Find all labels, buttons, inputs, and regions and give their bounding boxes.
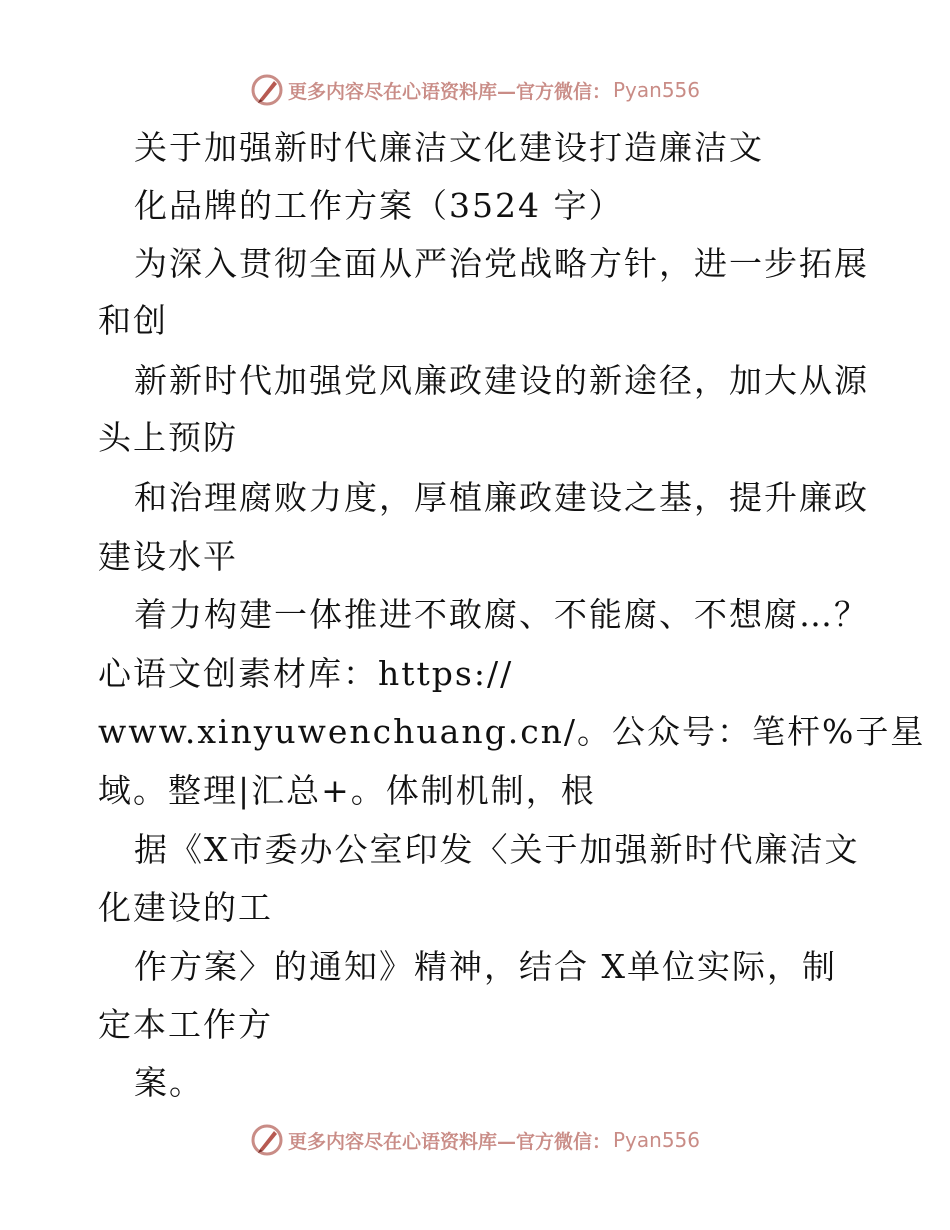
body-line: www.xinyuwenchuang.cn/。公众号：笔杆%子星 — [98, 712, 926, 751]
body-line: 新新时代加强党风廉政建设的新途径，加大从源 — [134, 361, 869, 400]
footer-watermark — [0, 1120, 950, 1160]
watermark-id: Pyan556 — [613, 1128, 701, 1152]
title-line-1: 关于加强新时代廉洁文化建设打造廉洁文 — [134, 128, 764, 167]
pen-logo-icon — [250, 73, 284, 107]
body-line: 建设水平 — [98, 537, 238, 576]
body-line: 作方案〉的通知》精神，结合 X单位实际，制 — [134, 947, 837, 986]
body-line: 域。整理|汇总+。体制机制，根 — [98, 771, 596, 810]
body-line: 着力构建一体推进不敢腐、不能腐、不想腐…？ — [134, 595, 869, 634]
watermark-id: Pyan556 — [613, 78, 701, 102]
body-line: 定本工作方 — [98, 1005, 273, 1044]
body-line: 为深入贯彻全面从严治党战略方针，进一步拓展 — [134, 244, 869, 283]
header-watermark — [0, 70, 950, 110]
watermark-text: 更多内容尽在心语资料库—官方微信： — [287, 1130, 611, 1153]
body-line: 和治理腐败力度，厚植廉政建设之基，提升廉政 — [134, 478, 869, 517]
body-line: 心语文创素材库：https:// — [98, 654, 514, 693]
title-line-2: 化品牌的工作方案（3524 字） — [134, 186, 624, 225]
body-line: 案。 — [134, 1063, 204, 1102]
body-line: 头上预防 — [98, 418, 238, 457]
pen-logo-icon — [250, 1123, 284, 1157]
watermark-text: 更多内容尽在心语资料库—官方微信： — [287, 80, 611, 103]
body-line: 化建设的工 — [98, 888, 273, 927]
body-line: 据《X市委办公室印发〈关于加强新时代廉洁文 — [134, 830, 860, 869]
body-line: 和创 — [98, 301, 168, 340]
